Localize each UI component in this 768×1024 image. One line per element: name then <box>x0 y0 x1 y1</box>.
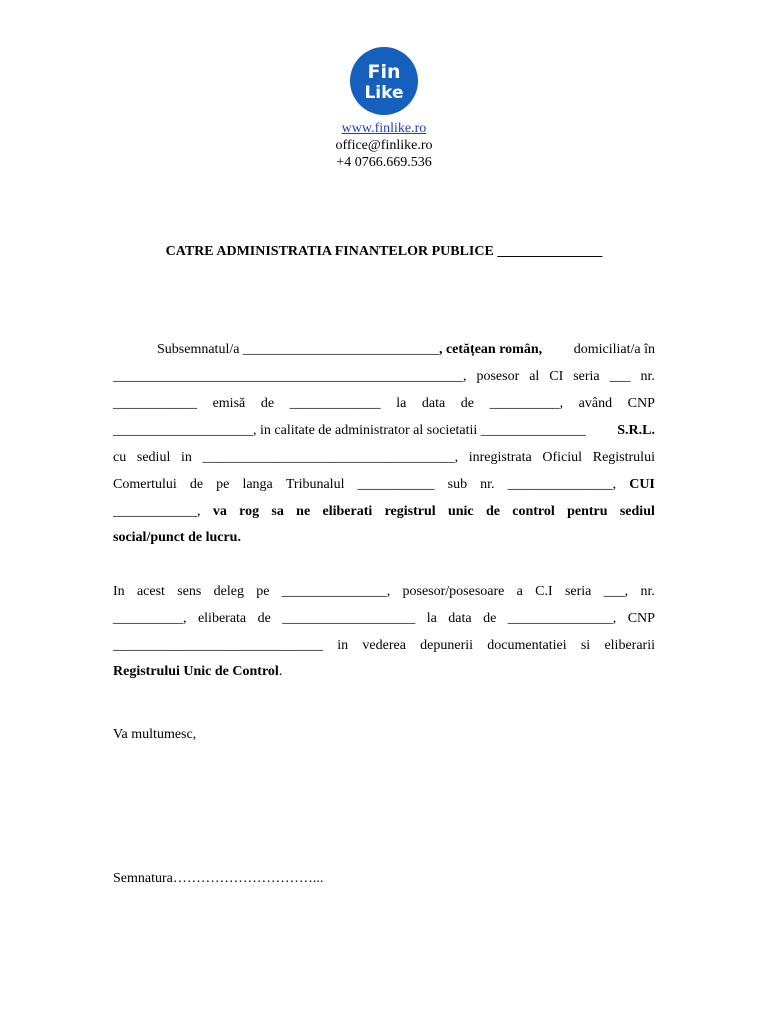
p1-line-2 <box>113 368 655 386</box>
p1-line-8: social/punct de lucru. <box>113 530 241 545</box>
p2-m3-f: si <box>580 638 591 653</box>
p2-line-2 <box>113 610 655 628</box>
p1-l7-f: eliberati <box>322 504 373 519</box>
p1-l3-c: de <box>260 396 275 411</box>
p1-l6-h: nr. <box>480 477 495 492</box>
p1-l3-g: de <box>460 396 474 411</box>
p1-l1-b: , cetățean român, <box>438 342 543 357</box>
p2-m1-k: ___, <box>603 584 629 599</box>
p1-line-6 <box>113 476 655 494</box>
p1-l6-c: pe <box>216 477 230 492</box>
p2-line-4 <box>113 663 655 681</box>
p2-line-3 <box>113 637 655 655</box>
p2-m1-f: _______________, <box>281 584 391 599</box>
p2-m1-a: In <box>113 584 125 599</box>
p2-m4-b: . <box>278 664 283 679</box>
p1-l6-a: Comertului <box>113 477 177 492</box>
p1-l3-f: data <box>421 396 446 411</box>
p1-line-3 <box>113 395 655 413</box>
closing-text: Va multumesc, <box>113 727 197 742</box>
p2-m4-a: Registrului Unic de Control <box>113 664 279 679</box>
p2-m2-d: ___________________ <box>282 611 416 626</box>
p1-l2-c: al <box>529 369 540 384</box>
p1-l1-a: Subsemnatul/a ____________________________ <box>157 342 439 357</box>
p1-l7-a: ____________, <box>113 504 201 519</box>
p1-l7-b: va <box>212 504 227 519</box>
p1-l6-b: de <box>189 477 204 492</box>
p1-l4-a: ____________________, in calitate de administrator al societatii _______________ <box>113 423 586 438</box>
p1-l7-l: sediul <box>619 504 655 519</box>
p1-l7-k: pentru <box>567 504 608 519</box>
p2-m2-e: la <box>426 611 437 626</box>
p2-m2-f: data <box>448 611 472 626</box>
p2-m2-g: de <box>483 611 497 626</box>
p1-l7-i: de <box>485 504 500 519</box>
p1-l6-i: _______________, <box>507 477 617 492</box>
p2-m1-j: seria <box>564 584 592 599</box>
p2-m1-l: nr. <box>640 584 655 599</box>
p1-l6-g: sub <box>447 477 468 492</box>
p1-l3-i: având <box>578 396 613 411</box>
logo-text-fin: Fin <box>367 61 401 83</box>
p1-l7-e: ne <box>296 504 311 519</box>
p1-l1-c: domiciliat/a în <box>573 342 655 357</box>
p2-m2-c: de <box>257 611 271 626</box>
contact-website-row <box>0 120 768 137</box>
p2-m1-c: sens <box>177 584 202 599</box>
p1-l4-b: S.R.L. <box>617 423 655 438</box>
p1-l7-c: rog <box>239 504 260 519</box>
p1-line-7 <box>113 503 655 521</box>
p1-l2-e: seria <box>573 369 600 384</box>
p1-l5-b: sediul <box>136 450 171 465</box>
p1-l5-f: Oficiul <box>542 450 583 465</box>
finlike-logo <box>350 47 418 115</box>
p1-l2-b: posesor <box>476 369 520 384</box>
p1-line-1 <box>113 341 655 359</box>
p2-line-1 <box>113 583 655 601</box>
p1-l2-d: CI <box>549 369 564 384</box>
p2-m3-b: in <box>337 638 349 653</box>
p1-l6-j: CUI <box>629 477 655 492</box>
website-link[interactable]: www.finlike.ro <box>341 121 427 136</box>
p2-m3-a: ______________________________ <box>113 638 323 653</box>
p2-m1-e: pe <box>256 584 270 599</box>
p1-l6-d: langa <box>242 477 273 492</box>
p2-m3-d: depunerii <box>420 638 474 653</box>
p1-l2-f: ___ <box>609 369 631 384</box>
p1-l5-a: cu <box>113 450 127 465</box>
p2-m1-i: C.I <box>535 584 553 599</box>
p1-l3-a: ____________ <box>113 396 197 411</box>
p1-l6-f: ___________ <box>357 477 435 492</box>
p1-l3-e: la <box>396 396 407 411</box>
p2-m2-h: _______________, <box>507 611 617 626</box>
p2-m1-b: acest <box>136 584 165 599</box>
p2-m2-a: __________, <box>113 611 187 626</box>
p1-l3-b: emisă <box>212 396 246 411</box>
logo-text-like: Like <box>364 83 404 103</box>
p1-l7-j: control <box>512 504 555 519</box>
p1-l5-c: in <box>181 450 192 465</box>
p2-m3-e: documentatiei <box>487 638 567 653</box>
p1-line-4 <box>113 422 655 440</box>
p1-l3-h: __________, <box>489 396 564 411</box>
p1-l7-h: unic <box>447 504 474 519</box>
p1-l6-e: Tribunalul <box>285 477 345 492</box>
p1-l2-a: __________________________________________________, <box>113 369 467 384</box>
p2-m2-b: eliberata <box>197 611 247 626</box>
p1-l5-g: Registrului <box>592 450 655 465</box>
contact-email: office@finlike.ro <box>335 138 433 153</box>
signature-line: Semnatura…………………………... <box>113 871 324 886</box>
p2-m3-g: eliberarii <box>604 638 655 653</box>
p1-l7-g: registrul <box>384 504 436 519</box>
p1-l7-d: sa <box>271 504 284 519</box>
p2-m1-h: a <box>516 584 523 599</box>
p2-m1-d: deleg <box>213 584 244 599</box>
p1-l5-e: inregistrata <box>468 450 532 465</box>
p2-m1-g: posesor/posesoare <box>402 584 505 599</box>
p1-line-5 <box>113 449 655 467</box>
p1-l5-d: ____________________________________, <box>202 450 459 465</box>
p2-m2-i: CNP <box>627 611 655 626</box>
p2-m3-c: vederea <box>362 638 406 653</box>
p1-l3-d: _____________ <box>289 396 381 411</box>
document-title: CATRE ADMINISTRATIA FINANTELOR PUBLICE _______________ <box>165 244 603 259</box>
contact-phone: +4 0766.669.536 <box>336 155 432 170</box>
p1-l2-g: nr. <box>640 369 655 384</box>
p1-l3-j: CNP <box>627 396 655 411</box>
